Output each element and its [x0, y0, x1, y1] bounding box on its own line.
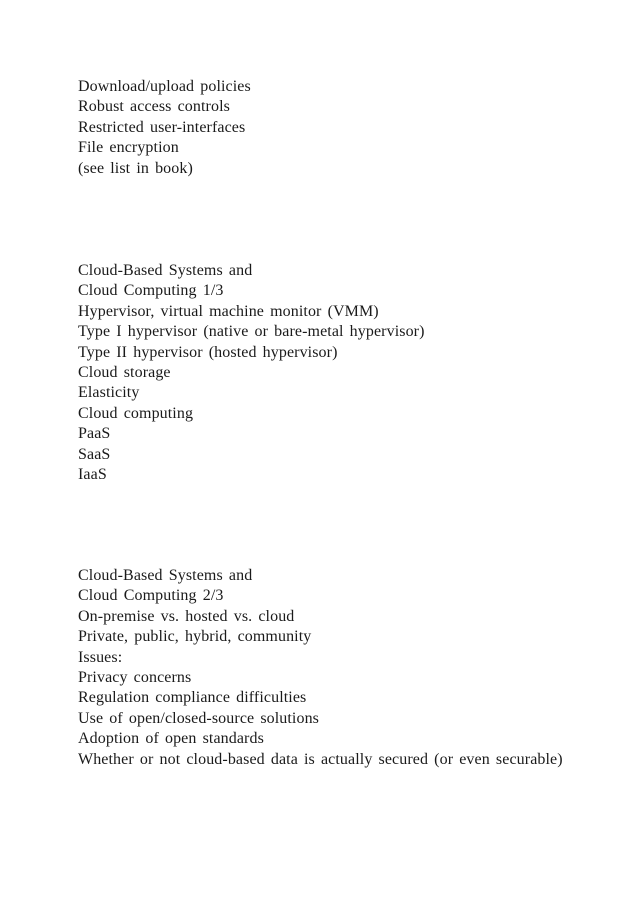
- section-heading-line: Cloud Computing 1/3: [78, 282, 224, 300]
- text-line: Cloud storage: [78, 364, 171, 382]
- text-line: Use of open/closed-source solutions: [78, 709, 320, 727]
- text-block-cloud-computing-1: [78, 261, 598, 485]
- text-block-security-controls: [78, 77, 598, 179]
- text-line: Regulation compliance difficulties: [78, 689, 307, 707]
- text-line: Type I hypervisor (native or bare-metal hypervisor): [78, 323, 425, 341]
- text-line: Privacy concerns: [78, 669, 192, 687]
- section-heading-line: Cloud-Based Systems and: [78, 567, 253, 584]
- text-line: Private, public, hybrid, community: [78, 628, 312, 646]
- text-line: SaaS: [78, 445, 111, 463]
- section-heading-line: Cloud Computing 2/3: [78, 587, 224, 605]
- text-line: Whether or not cloud-based data is actually secured (or even securable): [78, 750, 563, 768]
- text-line: (see list in book): [78, 159, 193, 177]
- text-line: On-premise vs. hosted vs. cloud: [78, 607, 295, 625]
- text-line: File encryption: [78, 139, 179, 157]
- text-line: Type II hypervisor (hosted hypervisor): [78, 343, 338, 361]
- text-line: Robust access controls: [78, 98, 230, 116]
- text-line: Hypervisor, virtual machine monitor (VMM): [78, 302, 379, 320]
- text-line: IaaS: [78, 466, 107, 484]
- text-block-cloud-computing-2: [78, 566, 598, 770]
- section-heading-line: Cloud-Based Systems and: [78, 262, 253, 279]
- text-line: Elasticity: [78, 384, 140, 402]
- text-line: Issues:: [78, 648, 123, 666]
- text-line: Download/upload policies: [78, 78, 251, 95]
- text-line: Restricted user-interfaces: [78, 118, 246, 136]
- text-line: PaaS: [78, 425, 111, 443]
- text-line: Adoption of open standards: [78, 730, 264, 748]
- text-line: Cloud computing: [78, 404, 194, 422]
